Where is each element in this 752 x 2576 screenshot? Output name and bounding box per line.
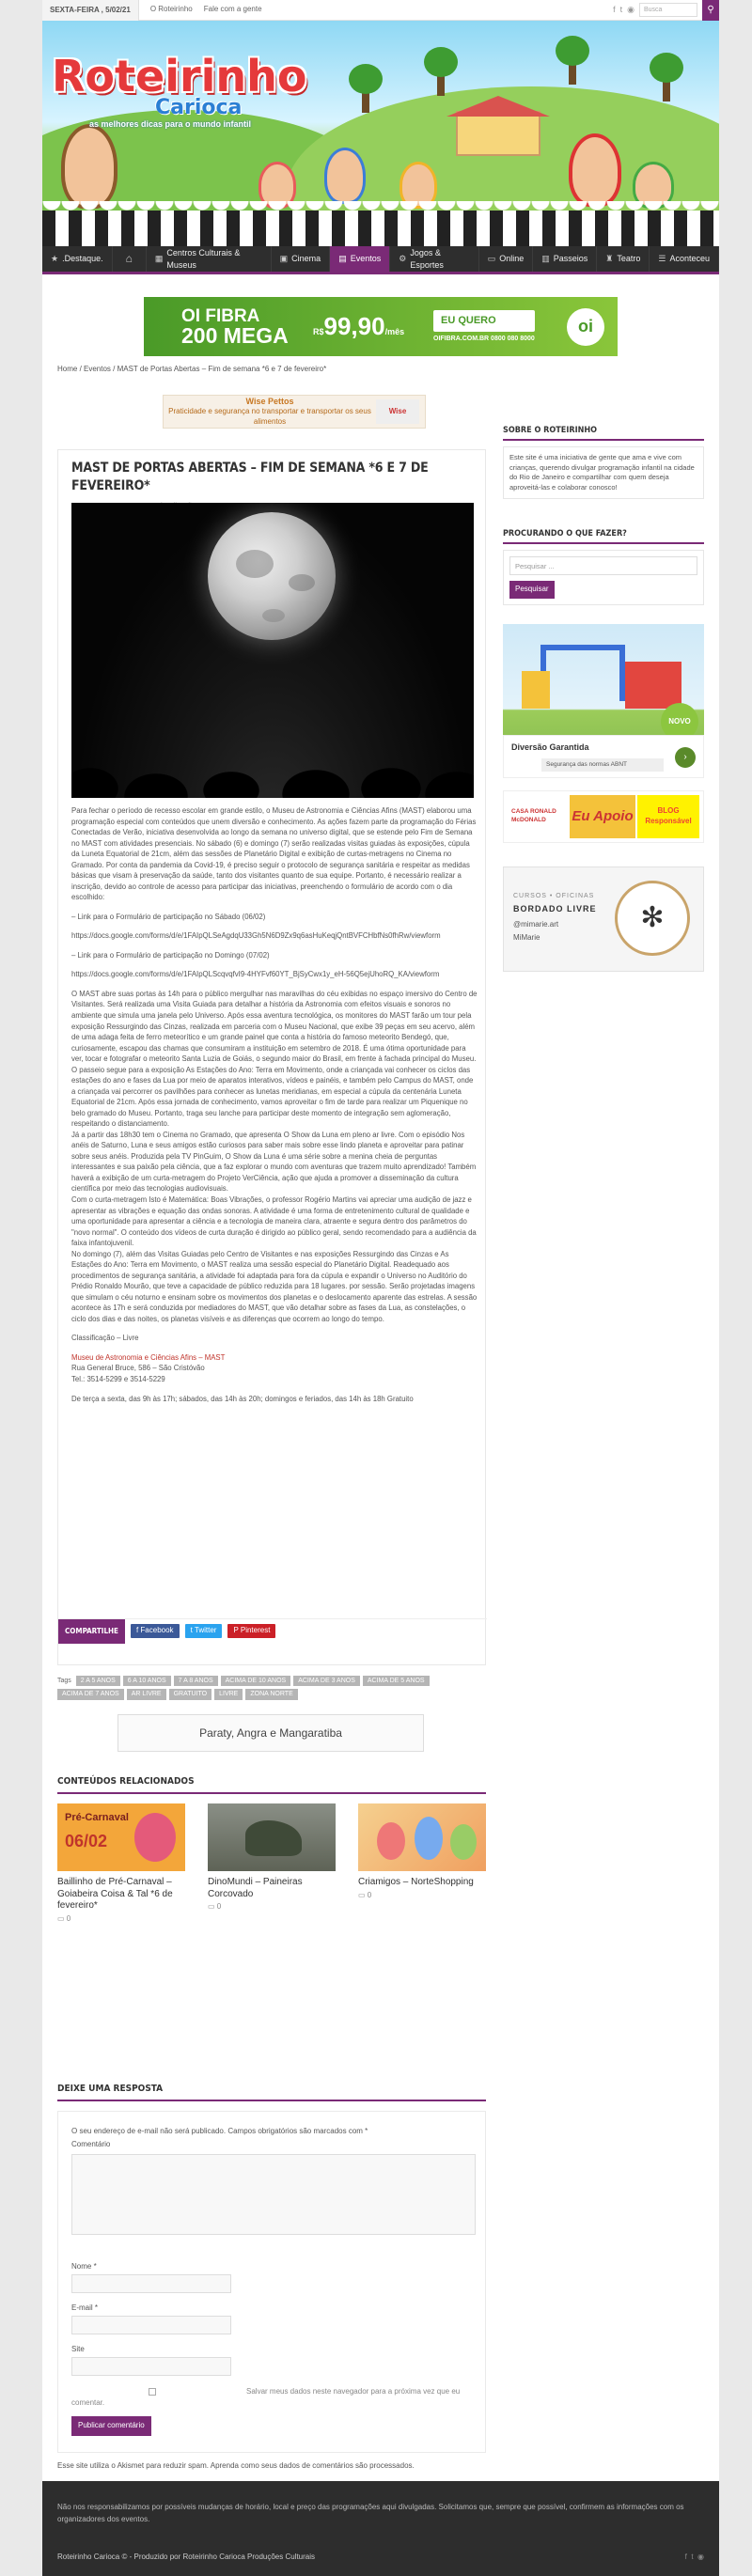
post-hours: De terça a sexta, das 9h às 17h; sábados, das 14h às 20h; domingos e feriados, das 14h às 18h Gratuito <box>71 1394 414 1403</box>
top-search-input[interactable]: Busca <box>639 3 697 17</box>
gear-icon: ⚙ <box>399 254 407 264</box>
comment-textarea[interactable] <box>71 2154 476 2235</box>
search-icon[interactable]: ⚲ <box>702 0 719 21</box>
post-paragraph: Classificação – Livre <box>71 1334 139 1343</box>
nav-item-home[interactable] <box>113 246 147 272</box>
star-icon: ★ <box>51 254 59 264</box>
tag-link[interactable]: GRATUITO <box>169 1689 212 1699</box>
footer-twitter-icon[interactable]: t <box>691 2553 694 2561</box>
form-link-sunday[interactable]: https://docs.google.com/forms/d/e/1FAIpQLScqvqfvI9-4HYFvf60YT_BjSyCwx1y_eH-56Q5ejUhoRQ_KA/viewform <box>71 970 440 979</box>
tag-link[interactable]: ZONA NORTE <box>245 1689 297 1699</box>
share-twitter-button[interactable]: t Twitter <box>185 1624 223 1638</box>
related-title[interactable]: Criamigos – NorteShopping <box>358 1877 474 1887</box>
share-pinterest-button[interactable]: P Pinterest <box>227 1624 275 1638</box>
comment-note: O seu endereço de e-mail não será publicado. Campos obrigatórios são marcados com * <box>71 2127 368 2135</box>
nav-item-jogos-esportes[interactable]: ⚙ Jogos & Esportes <box>390 246 478 272</box>
comment-icon: ▭ <box>57 1913 65 1923</box>
related-title[interactable]: Baillinho de Pré-Carnaval – Goiabeira Coisa & Tal *6 de fevereiro* <box>57 1877 173 1911</box>
chevron-right-icon: › <box>675 747 696 768</box>
sidebar-ad-mimarie[interactable]: CURSOS • OFICINAS BORDADO LIVRE @mimarie.art MiMarie ✻ <box>503 866 704 972</box>
building-icon: ▦ <box>154 254 164 264</box>
tags-label: Tags <box>57 1678 71 1684</box>
post-paragraph: – Link para o Formulário de participação no Sábado (06/02) <box>71 912 266 921</box>
ad-cta-button[interactable]: EU QUERO <box>433 310 535 332</box>
related-item[interactable]: Criamigos – NorteShopping ▭ 0 <box>358 1803 486 1900</box>
banner-ad-paraty[interactable]: Paraty, Angra e Mangaratiba <box>118 1714 424 1752</box>
sidebar-search <box>503 528 704 605</box>
monitor-icon: ▭ <box>487 254 496 264</box>
comment-icon: ▭ <box>358 1890 366 1899</box>
sidebar-search-input[interactable]: Pesquisar ... <box>509 556 697 575</box>
comment-heading: DEIXE UMA RESPOSTA <box>57 2083 486 2101</box>
related-thumbnail[interactable] <box>358 1803 486 1871</box>
list-icon: ☰ <box>658 254 666 264</box>
nav-item-passeios[interactable]: ▥ Passeios <box>533 246 597 272</box>
name-label: Nome * <box>71 2262 97 2271</box>
tag-link[interactable]: 6 A 10 ANOS <box>123 1676 171 1686</box>
submit-comment-button[interactable]: Publicar comentário <box>71 2416 151 2436</box>
oi-logo-icon: oi <box>567 308 604 346</box>
venue-address: Rua General Bruce, 586 – São Cristóvão <box>71 1364 205 1373</box>
email-label: E-mail * <box>71 2303 99 2312</box>
banner-ad-wise[interactable]: Wise Pettos Praticidade e segurança no transportar e transportar os seus alimentos Wise <box>163 395 426 429</box>
post-paragraph: – Link para o Formulário de participação no Domingo (07/02) <box>71 950 270 960</box>
save-data-label: Salvar meus dados neste navegador para a próxima vez que eu comentar. <box>71 2387 461 2408</box>
venue-link[interactable]: Museu de Astronomia e Ciências Afins – MAST <box>71 1352 226 1362</box>
site-field[interactable] <box>71 2357 231 2376</box>
share-facebook-button[interactable]: f Facebook <box>131 1624 180 1638</box>
map-icon: ▥ <box>541 254 550 264</box>
footer-facebook-icon[interactable]: f <box>684 2553 687 2561</box>
banner-ad-oi-fibra[interactable]: OI FIBRA 200 MEGA R$99,90/mês EU QUERO OIFIBRA.COM.BR 0800 080 8000 oi <box>144 297 618 356</box>
nav-item-aconteceu[interactable]: ☰ Aconteceu <box>650 246 719 272</box>
post-body <box>71 805 478 1413</box>
footer-credit: Roteirinho Carioca © - Produzido por Roteirinho Carioca Produções Culturais <box>57 2553 316 2561</box>
sidebar-search-button[interactable]: Pesquisar <box>509 581 555 599</box>
rss-icon[interactable]: ◉ <box>627 5 634 15</box>
post-title: MAST DE PORTAS ABERTAS – FIM DE SEMANA *6 E 7 DE FEVEREIRO* <box>71 461 429 493</box>
comment-label: Comentário <box>71 2140 111 2148</box>
related-item[interactable]: Pré-Carnaval 06/02 Baillinho de Pré-Carnaval – Goiabeira Coisa & Tal *6 de fevereiro* ▭ 0 <box>57 1803 185 1924</box>
nav-item-centros-culturais[interactable]: ▦ Centros Culturais & Museus <box>147 246 272 272</box>
breadcrumb[interactable]: Home / Eventos / MAST de Portas Abertas – Fim de semana *6 e 7 de fevereiro* <box>57 365 327 373</box>
tag-link[interactable]: ACIMA DE 3 ANOS <box>293 1676 360 1686</box>
nav-item-destaque[interactable]: ★ .Destaque. <box>42 246 113 272</box>
moon-illustration <box>208 512 336 640</box>
main-navigation <box>42 246 719 274</box>
bee-icon: ✻ <box>615 881 690 956</box>
tag-link[interactable]: ACIMA DE 10 ANOS <box>221 1676 291 1686</box>
nav-item-cinema[interactable]: ▣ Cinema <box>272 246 331 272</box>
site-logo[interactable]: Roteirinho Carioca <box>52 51 307 120</box>
share-bar <box>58 1618 487 1643</box>
post-article <box>57 449 486 1665</box>
ad-new-badge: NOVO <box>661 703 698 741</box>
sidebar-about <box>503 425 704 499</box>
twitter-icon[interactable]: t <box>619 5 623 15</box>
facebook-icon[interactable]: f <box>613 5 616 15</box>
name-field[interactable] <box>71 2274 231 2293</box>
sidebar-about-heading: SOBRE O ROTEIRINHO <box>503 425 704 441</box>
tag-link[interactable]: 7 A 8 ANOS <box>174 1676 218 1686</box>
comment-icon: ▭ <box>208 1902 215 1911</box>
nav-item-eventos[interactable]: ▤ Eventos <box>330 246 390 272</box>
about-link[interactable]: O Roteirinho <box>149 5 193 14</box>
footer-rss-icon[interactable]: ◉ <box>697 2553 704 2561</box>
share-label: COMPARTILHE <box>58 1619 125 1644</box>
comment-form <box>57 2111 486 2453</box>
sidebar-about-text: Este site é uma iniciativa de gente que ama e vive com crianças, querendo divulgar programação infantil na cidade do Rio de Janeiro e compartilhar com quem deseja aproveitá-las e colaborar conosco! <box>503 446 704 499</box>
top-bar <box>42 0 719 21</box>
nav-item-teatro[interactable]: ♜ Teatro <box>597 246 650 272</box>
related-thumbnail[interactable] <box>208 1803 336 1871</box>
form-link-saturday[interactable]: https://docs.google.com/forms/d/e/1FAIpQLSeAgdqU33Gh5N6D9Zx9q6asHuKeqjQntBVFCHbfNs0fhRw/viewform <box>71 931 441 941</box>
sidebar-search-heading: PROCURANDO O QUE FAZER? <box>503 528 704 544</box>
post-paragraph: O MAST abre suas portas às 14h para o público mergulhar nas maravilhas do céu exibidas no espaço imersivo do Centro de Visitantes. Será realizada uma Visita Guiada para detalhar a história da Astronomia com efeitos visuais e sonoros no ambiente que simula uma janela pelo Universo. Após essa aventura tecnológica, os monitores do MAST farão um tour pela exposição Ressurgindo das Cinzas, realizada em parceria com o Museu Nacional, que exibe 39 peças em seu acervo, além de uma adaga feita de ferro meteorítico e um grande painel que conta a história do famoso meteorito Bendegó, que, curiosamente, escapou das chamas que consumiram a instituição em setembro de 2018. É uma ótima oportunidade para ver, tocar e fotografar o meteorito Santa Luzia de Goiás, o segundo maior do Brasil, em frente à fachada principal do Museu. O passeio segue para a exposição As Estações do Ano: Terra em Movimento, onde a criançada vai conhecer os ciclos das estações do ano e fases da Lua por meio de aparatos interativos, vídeos e painéis, e também pelo Campus do MAST, onde a criançada vai percorrer os pavilhões para conhecer as lunetas meridianas, em especial a cúpula da centenária Luneta Equatorial de 21cm. Após essa jornada de conhecimento, vamos aproveitar o fim de tarde para realizar um Piquenique no belo gramado do Museu. Portanto, traga seu lanche para participar deste momento de integração sem aglomeração, respeitando o distanciamento. Já a partir das 18h30 tem o Cinema no Gramado, que apresenta O Show da Luna em pleno ar livre. Com o episódio Nos anéis de Saturno, Luna e seus amigos estão curiosos para saber mais sobre esse lindo planeta e aproveitar para patinar sobre seus anéis. Produzida pela TV PinGuim, O Show da Luna é uma série sobre a menina cheia de perguntas interessantes e sua paixão pela ciência, que a faz explorar o mundo com aventuras que trazem muito aprendizado! Também haverá a exibição de um curta-metragem do Projeto VerCiência, ação que ajuda a promover a disseminação da cultura científica por meio das tecnologias audiovisuais. Com o curta-metragem Isto é Matemática: Boas Vibrações, o professor Rogério Martins vai apreciar uma audição de jazz e apresentar as vibrações e equação das ondas sonoras. A atividade é uma forma de entretenimento cultural de qualidade e uma oportunidade para apresentar a ciência e a tecnologia de maneira clara, atraente e segura dentro dos parâmetros do "novo normal". O conteúdo dos vídeos de curta duração é dirigido ao público geral, sendo recomendado para a audiência da faixa infantojuvenil. No domingo (7), além das Visitas Guiadas pelo Centro de Visitantes e nas exposições Ressurgindo das Cinzas e As Estações do Ano: Terra em Movimento, o MAST realiza uma sessão especial do Planetário Digital. Readequado aos procedimentos de segurança sanitária, a atividade foi adaptada para fora da cúpula e expandir o Universo no Auditório do Prédio Ronaldo Mourão, que teve a capacidade de público reduzida para 18 lugares. por sessão. Serão projetadas imagens que simulam o céu noturno e ensinam sobre os movimentos dos planetas e o deslocamento aparente das estrelas. A sessão acontece às 17h e será conduzida por mediadores do MAST, que vão detalhar sobre as fases da Lua, as constelações, o ciclo dos dias e das noites, os planetas visíveis e as diferenças que ocorrem ao longo do tempo. <box>71 989 478 1323</box>
nav-item-online[interactable]: ▭ Online <box>479 246 534 272</box>
main-content <box>42 274 719 2481</box>
footer-disclaimer: Não nos responsabilizamos por possíveis mudanças de horário, local e preço das programações aqui divulgadas. Solicitamos que, sempre que possível, confirmem as informações com os organizadores dos eventos. <box>57 2503 684 2523</box>
sidebar-ad-mcdonald[interactable]: CASA RONALD McDONALD Eu Apoio BLOG Responsável <box>503 790 704 843</box>
calendar-icon: ▤ <box>338 254 347 264</box>
film-icon: ▣ <box>279 254 289 264</box>
site-tagline: as melhores dicas para o mundo infantil <box>89 119 252 129</box>
tag-link[interactable]: ACIMA DE 5 ANOS <box>363 1676 430 1686</box>
tag-link[interactable]: 2 A 5 ANOS <box>76 1676 120 1686</box>
tag-link[interactable]: LIVRE <box>214 1689 243 1699</box>
akismet-note: Esse site utiliza o Akismet para reduzir spam. Aprenda como seus dados de comentários são processados. <box>57 2461 415 2470</box>
wise-logo: Wise <box>376 399 419 424</box>
venue-phone: Tel.: 3514-5299 e 3514-5229 <box>71 1374 165 1383</box>
sidebar-ad-playground[interactable]: NOVO Diversão Garantida Segurança das normas ABNT › <box>503 624 704 778</box>
post-paragraph: Para fechar o período de recesso escolar em grande estilo, o Museu de Astronomia e Ciências Afins (MAST) elaborou uma programação especial com conteúdos que unem diversão e conhecimento. As ações fazem parte da programação do Férias Conectadas de Verão, iniciativa desenvolvida ao longo da semana no universo digital, que se estende pelo Fim de Semana no MAST com atividades presenciais. No sábado (6) e domingo (7) serão realizadas visitas guiadas às exposições, cúpula da Luneta Equatorial de 21cm, além das sessões de Planetário Digital e exibição de curtas-metragens no Cinema no Gramado. Por conta da pandemia da Covid-19, é preciso seguir o protocolo de segurança sanitária e respeitar as medidas básicas que visam à preservação da saúde, tanto dos visitantes quanto de sua equipe. Portanto, é necessário realizar a inscrição, devido ao controle de acesso para participar das iniciativas, preenchendo o formulário de acordo com o dia escolhido: <box>71 806 477 902</box>
theater-icon: ♜ <box>605 254 614 264</box>
tag-link[interactable]: AR LIVRE <box>127 1689 166 1699</box>
tag-link[interactable]: ACIMA DE 7 ANOS <box>57 1689 124 1699</box>
email-field[interactable] <box>71 2316 231 2334</box>
related-heading: CONTEÚDOS RELACIONADOS <box>57 1775 486 1794</box>
related-thumbnail[interactable]: Pré-Carnaval 06/02 <box>57 1803 185 1871</box>
site-label: Site <box>71 2345 85 2353</box>
current-date: SEXTA-FEIRA , 5/02/21 <box>42 0 139 21</box>
site-footer <box>42 2481 719 2576</box>
related-item[interactable]: DinoMundi – Paineiras Corcovado ▭ 0 <box>208 1803 336 1912</box>
post-tags <box>57 1676 486 1700</box>
site-header <box>42 21 719 246</box>
home-icon: ⌂ <box>125 252 133 266</box>
related-title[interactable]: DinoMundi – Paineiras Corcovado <box>208 1877 303 1899</box>
post-featured-image <box>71 503 474 798</box>
contact-link[interactable]: Fale com a gente <box>203 5 262 14</box>
